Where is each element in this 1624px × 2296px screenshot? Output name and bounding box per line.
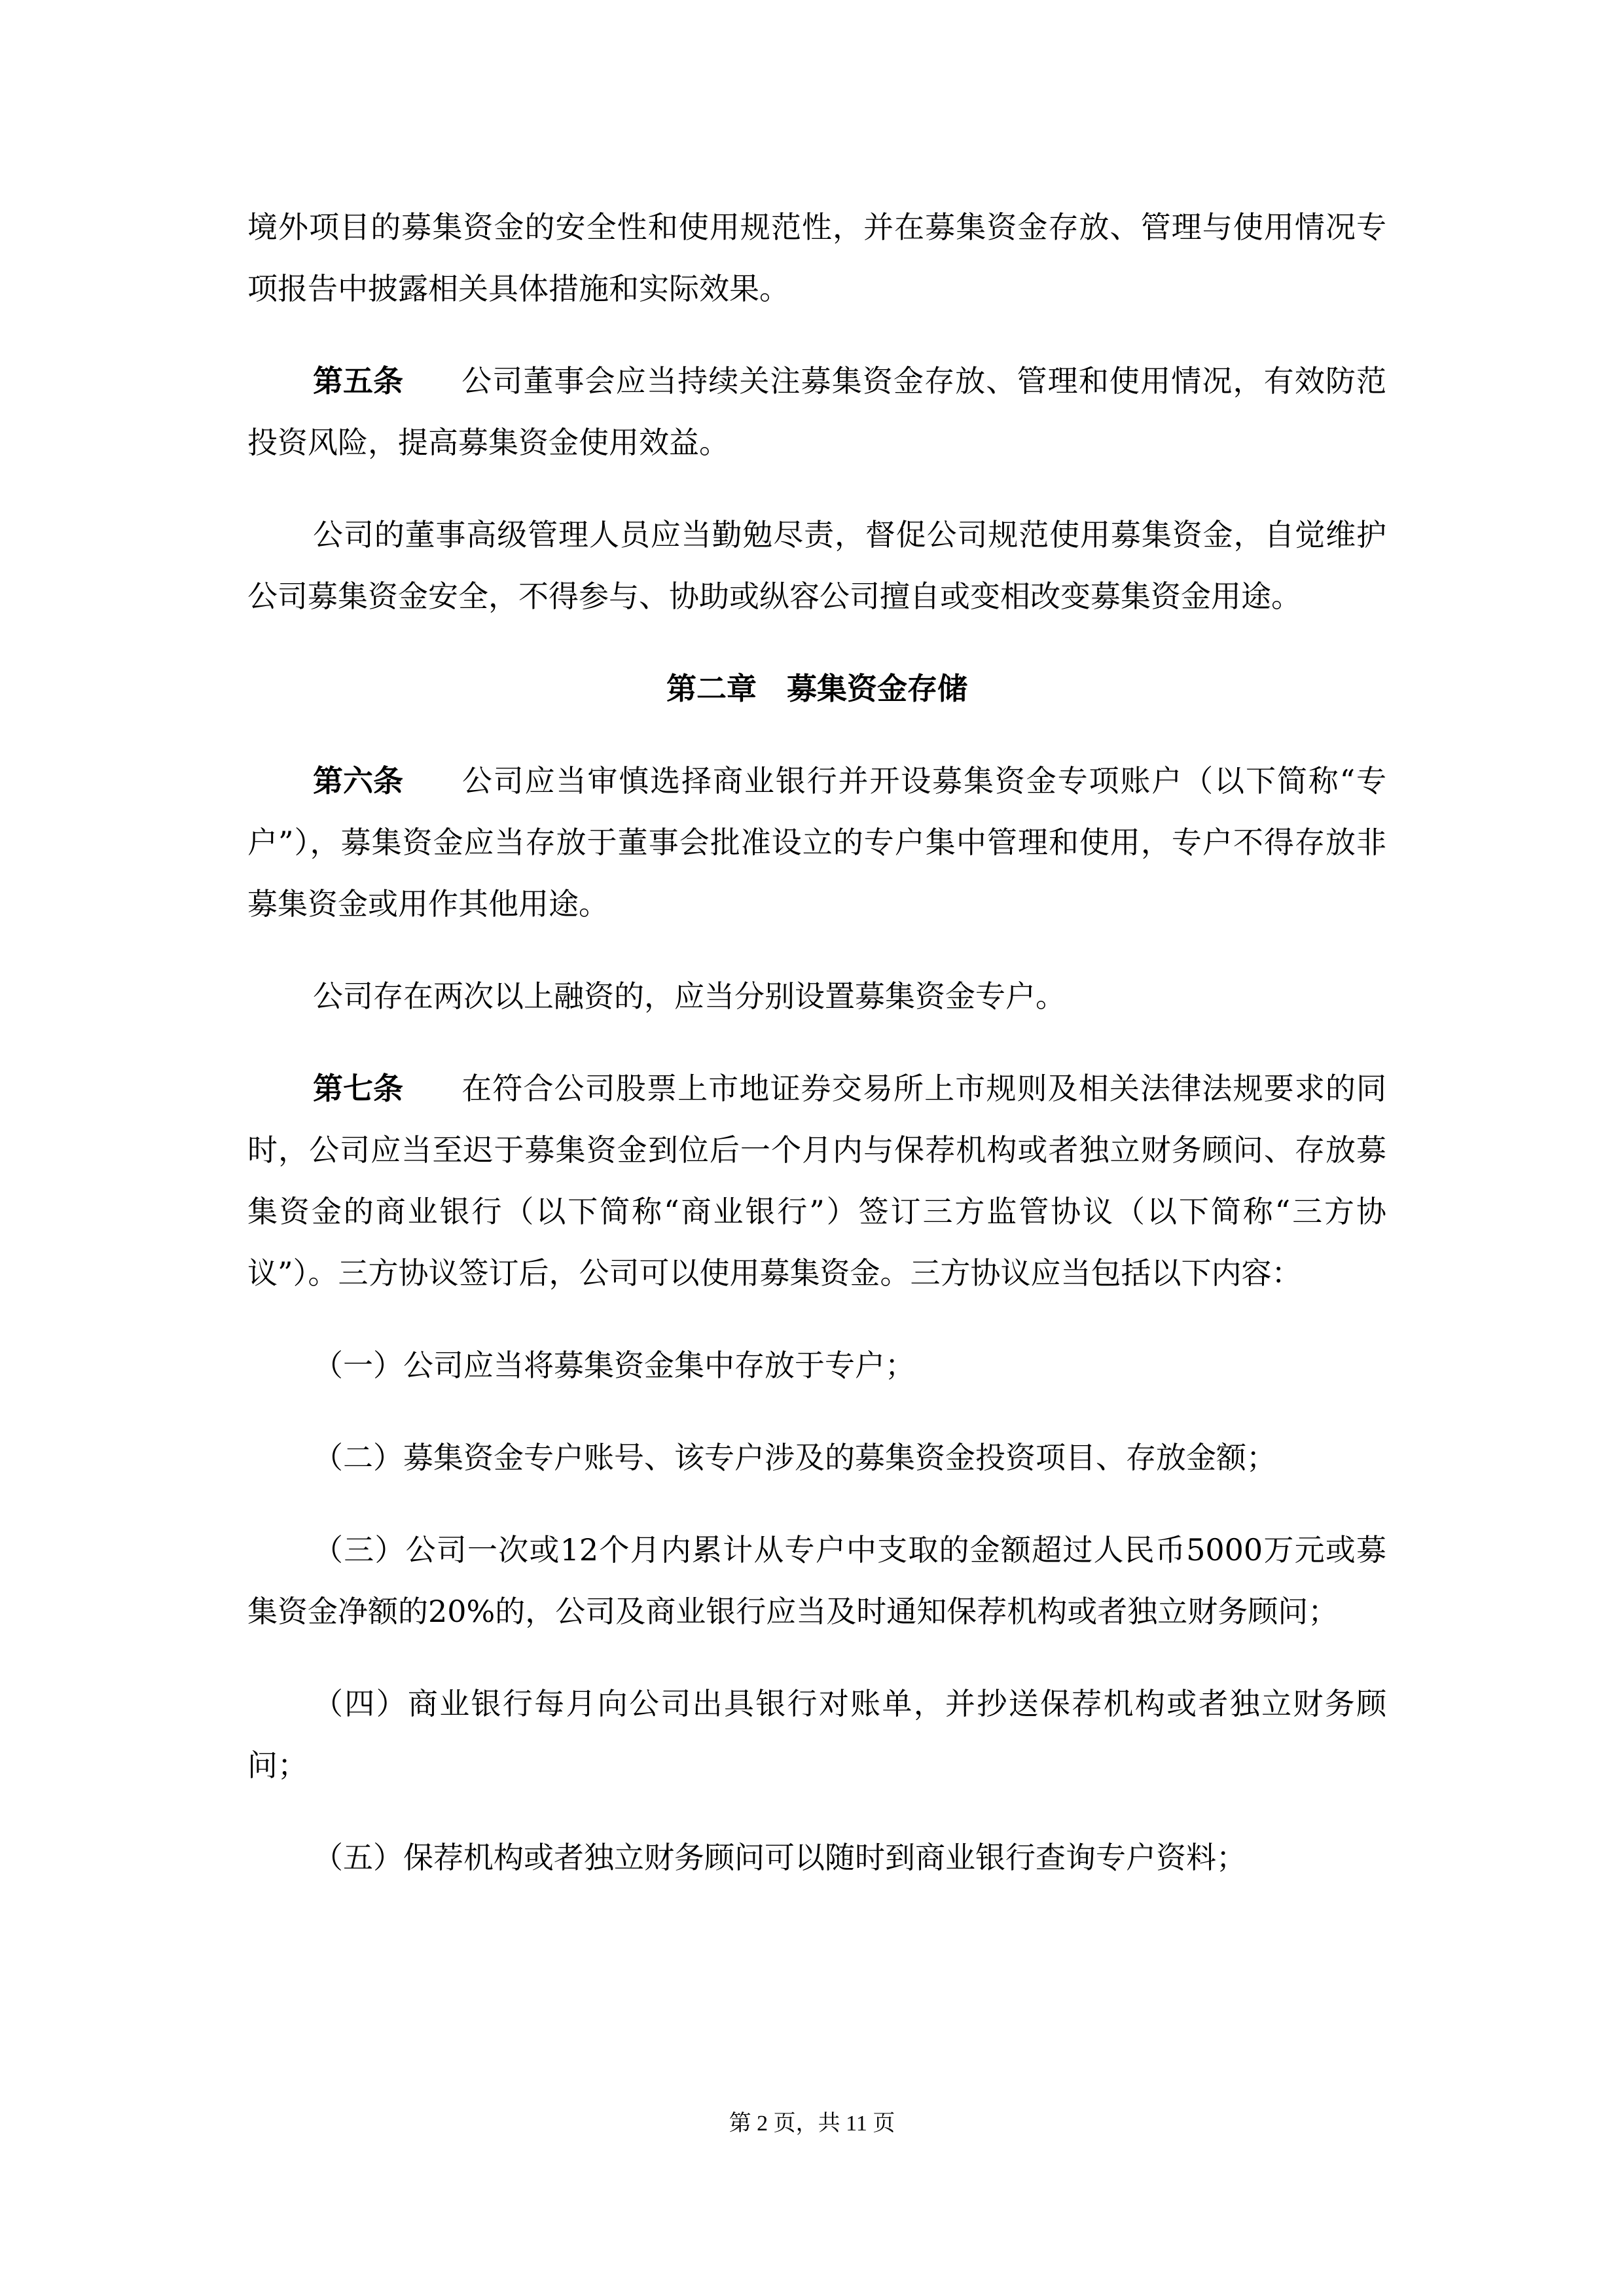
list-item-4: （四）商业银行每月向公司出具银行对账单，并抄送保荐机构或者独立财务顾问； xyxy=(247,1686,1386,1783)
document-body xyxy=(247,196,1386,1919)
chapter-heading xyxy=(247,658,1386,719)
article-7 xyxy=(247,1058,1386,1304)
list-item-3: （三）公司一次或12个月内累计从专户中支取的金额超过人民币5000万元或募集资金净额的20%的，公司及商业银行应当及时通知保荐机构或者独立财务顾问； xyxy=(247,1532,1386,1629)
list-item-2: （二）募集资金专户账号、该专户涉及的募集资金投资项目、存放金额； xyxy=(313,1440,1276,1475)
chapter-number: 第二章 xyxy=(666,671,757,706)
article-6-label: 第六条 xyxy=(313,763,403,798)
chapter-title: 募集资金存储 xyxy=(787,671,967,706)
article-5 xyxy=(247,350,1386,473)
list-item-5: （五）保荐机构或者独立财务顾问可以随时到商业银行查询专户资料； xyxy=(313,1840,1246,1875)
article-7-text: 在符合公司股票上市地证券交易所上市规则及相关法律法规要求的同时，公司应当至迟于募集资金到位后一个月内与保荐机构或者独立财务顾问、存放募集资金的商业银行（以下简称“商业银行”）签订三方监管协议（以下简称“三方协议”）。三方协议签订后，公司可以使用募集资金。三方协议应当包括以下内容： xyxy=(247,1071,1386,1291)
article-6 xyxy=(247,750,1386,935)
page-footer: 第 2 页，共 11 页 xyxy=(729,2111,895,2136)
list-item-1: （一）公司应当将募集资金集中存放于专户； xyxy=(313,1348,915,1383)
article-5-paragraph-2: 公司的董事高级管理人员应当勤勉尽责，督促公司规范使用募集资金，自觉维护公司募集资金安全，不得参与、协助或纵容公司擅自或变相改变募集资金用途。 xyxy=(247,517,1386,614)
article-6-text: 公司应当审慎选择商业银行并开设募集资金专项账户（以下简称“专户”），募集资金应当存放于董事会批准设立的专户集中管理和使用，专户不得存放非募集资金或用作其他用途。 xyxy=(247,763,1386,922)
intro-paragraph: 境外项目的募集资金的安全性和使用规范性，并在募集资金存放、管理与使用情况专项报告中披露相关具体措施和实际效果。 xyxy=(247,209,1386,306)
article-7-label: 第七条 xyxy=(313,1071,403,1106)
article-5-text: 公司董事会应当持续关注募集资金存放、管理和使用情况，有效防范投资风险，提高募集资金使用效益。 xyxy=(247,363,1386,460)
article-6-paragraph-2: 公司存在两次以上融资的，应当分别设置募集资金专户。 xyxy=(313,978,1066,1014)
article-5-label: 第五条 xyxy=(313,363,403,399)
